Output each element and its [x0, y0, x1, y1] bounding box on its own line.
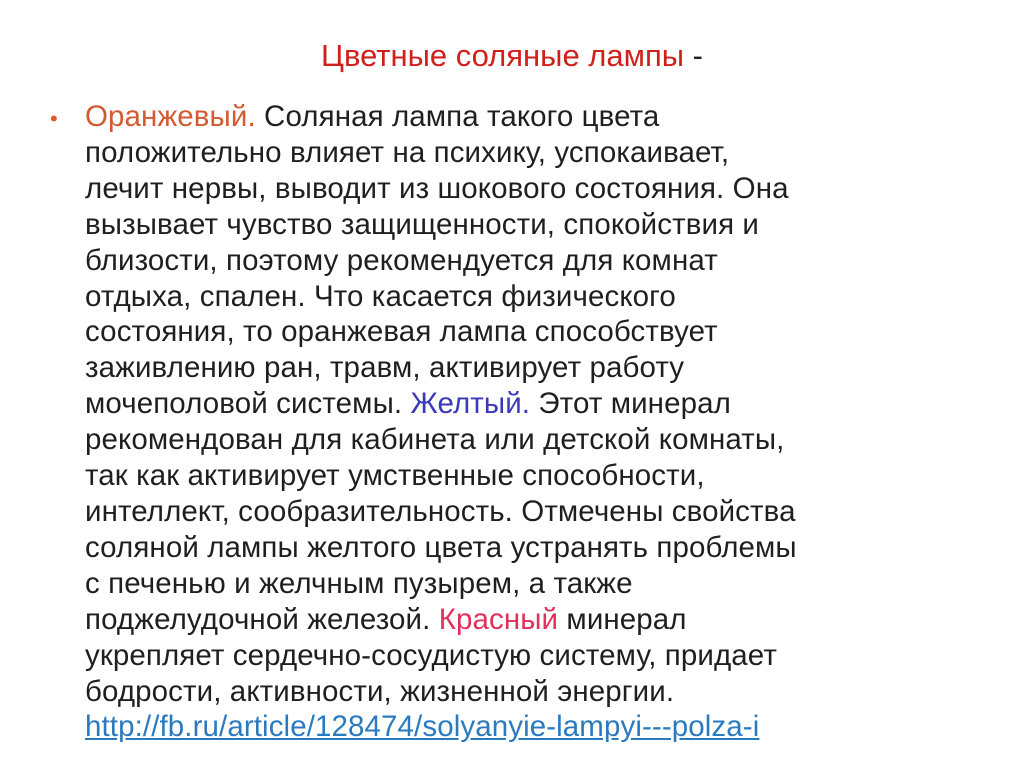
- body-line-8: заживлению ран, травм, активирует работу: [85, 351, 685, 385]
- body-line-5: близости, поэтому рекомендуется для комнат: [85, 243, 718, 277]
- body-line-10: рекомендован для кабинета или детской комнаты,: [85, 423, 785, 457]
- body-line-12: интеллект, сообразительность. Отмечены свойства: [85, 494, 796, 528]
- body-line-9-rest: Этот минерал: [530, 387, 731, 421]
- slide-title-text: Цветные соляные лампы: [321, 38, 685, 73]
- body-line-11: так как активирует умственные способности,: [85, 459, 705, 493]
- slide-title: [0, 36, 1024, 76]
- body-line-15: [85, 602, 965, 638]
- body-line-1-text: Соляная лампа такого цвета: [255, 100, 660, 133]
- body-line-17: бодрости, активности, жизненной энергии.: [85, 674, 675, 708]
- body-line-15-pre: поджелудочной железой.: [85, 602, 439, 636]
- body-line-9: [85, 386, 965, 422]
- body-line-4: вызывает чувство защищенности, спокойствия и: [85, 207, 760, 241]
- slide-body-text: [85, 99, 965, 745]
- slide-title-dash: -: [684, 38, 703, 73]
- body-line-7: состояния, то оранжевая лампа способствует: [85, 315, 718, 349]
- body-line-9-pre: мочеполовой системы.: [85, 387, 411, 421]
- keyword-yellow: Желтый.: [410, 387, 531, 421]
- body-line-3: лечит нервы, выводит из шокового состояния. Она: [85, 171, 789, 205]
- keyword-orange: Оранжевый.: [85, 100, 256, 133]
- body-line-16: укрепляет сердечно-сосудистую систему, придает: [85, 638, 777, 672]
- bullet-icon: •: [50, 106, 58, 131]
- body-line-2: положительно влияет на психику, успокаивает,: [85, 135, 730, 169]
- source-link[interactable]: http://fb.ru/article/128474/solyanyie-lampyi---polza-i: [85, 710, 760, 744]
- body-line-1: [85, 99, 965, 135]
- body-line-6: отдыха, спален. Что касается физического: [85, 279, 676, 313]
- keyword-red: Красный: [438, 602, 559, 636]
- body-line-14: с печенью и желчным пузырем, а также: [85, 566, 633, 600]
- body-line-15-rest: минерал: [558, 602, 687, 636]
- body-line-13: соляной лампы желтого цвета устранять проблемы: [85, 530, 797, 564]
